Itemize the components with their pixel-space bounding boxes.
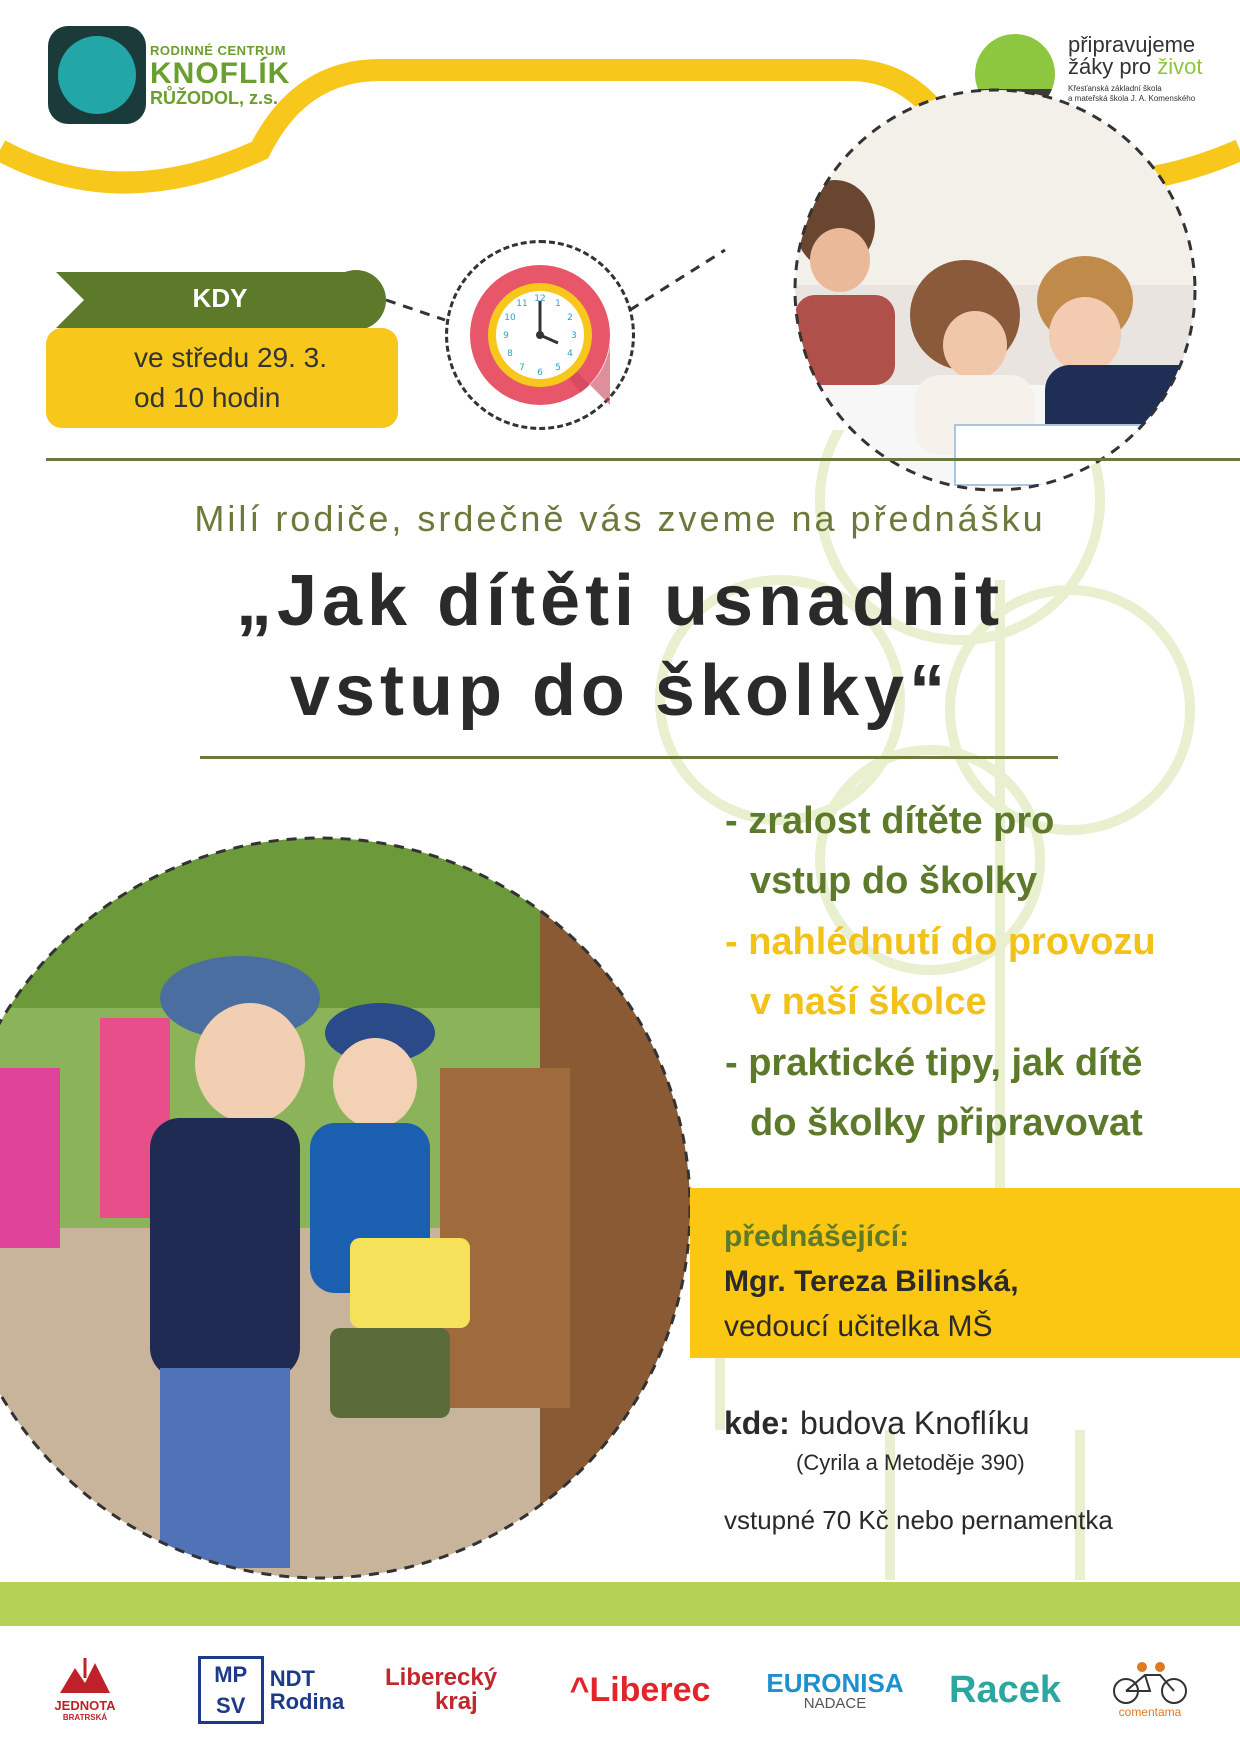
svg-text:9: 9 bbox=[503, 331, 509, 341]
lk-text-1: Liberecký bbox=[385, 1664, 498, 1691]
svg-text:2: 2 bbox=[567, 313, 573, 323]
svg-text:7: 7 bbox=[519, 363, 525, 373]
sponsor-liberecky-kraj-logo bbox=[385, 1650, 525, 1730]
speaker-name: Mgr. Tereza Bilinská, bbox=[724, 1265, 1019, 1298]
sponsor-comentama-logo bbox=[1095, 1650, 1205, 1730]
title-divider bbox=[200, 756, 1058, 759]
speaker-role: vedoucí učitelka MŠ bbox=[724, 1310, 993, 1343]
where-value: budova Knoflíku bbox=[800, 1405, 1030, 1441]
bullet-1-line-2: vstup do školky bbox=[750, 860, 1038, 902]
bullet-3-line-1: - praktické tipy, jak dítě bbox=[725, 1042, 1143, 1084]
mpsv-text-2: SV bbox=[216, 1693, 246, 1718]
school-logo-line-2a: žáky pro bbox=[1068, 54, 1158, 79]
kdy-date: ve středu 29. 3. bbox=[134, 342, 328, 373]
svg-text:11: 11 bbox=[516, 299, 528, 309]
svg-text:5: 5 bbox=[555, 363, 561, 373]
comentama-text: comentama bbox=[1118, 1705, 1182, 1719]
svg-text:8: 8 bbox=[507, 349, 513, 359]
jednota-text: JEDNOTA bbox=[54, 1698, 116, 1713]
svg-text:4: 4 bbox=[567, 349, 573, 359]
speaker-label: přednášející: bbox=[724, 1220, 910, 1253]
kdy-time: od 10 hodin bbox=[134, 382, 281, 413]
bullet-1-line-1: - zralost dítěte pro bbox=[725, 800, 1055, 842]
svg-text:12: 12 bbox=[534, 294, 546, 304]
children-playing-photo bbox=[0, 808, 700, 1598]
sponsor-liberec-logo: ^Liberec bbox=[569, 1670, 711, 1709]
sponsor-euronisa-logo bbox=[755, 1650, 915, 1730]
ndt-text-1: NDT bbox=[269, 1665, 315, 1691]
euronisa-sub-text: NADACE bbox=[803, 1694, 867, 1712]
entry-price: vstupné 70 Kč nebo pernamentka bbox=[724, 1505, 1113, 1535]
bullet-2-line-1: - nahlédnutí do provozu bbox=[725, 921, 1156, 963]
euronisa-text: EURONISA bbox=[766, 1667, 904, 1698]
kdy-label: KDY bbox=[192, 283, 248, 313]
svg-text:3: 3 bbox=[571, 331, 577, 341]
bullet-2-line-2: v naší školce bbox=[750, 981, 987, 1023]
footer-green-band bbox=[0, 1582, 1240, 1626]
top-divider bbox=[46, 458, 1240, 461]
bullet-3-line-2: do školky připravovat bbox=[750, 1102, 1143, 1144]
svg-text:6: 6 bbox=[537, 368, 543, 378]
where-label: kde: bbox=[724, 1405, 790, 1441]
mpsv-logo-icon bbox=[198, 1656, 264, 1724]
svg-text:10: 10 bbox=[504, 313, 516, 323]
sponsor-jednota-logo bbox=[40, 1650, 130, 1730]
lecture-title-line-1: „Jak dítěti usnadnit bbox=[235, 561, 1005, 641]
invitation-intro: Milí rodiče, srdečně vás zveme na přednášku bbox=[194, 498, 1046, 539]
jednota-emblem-icon bbox=[55, 1658, 115, 1698]
ndt-text-2: Rodina bbox=[269, 1689, 345, 1714]
sponsor-mpsv-ndt-logo bbox=[196, 1650, 346, 1730]
lk-text-2: kraj bbox=[435, 1688, 478, 1715]
school-logo-sub-2: a mateřská škola J. A. Komenského bbox=[1068, 93, 1196, 103]
sponsor-racek-logo: Racek bbox=[949, 1668, 1061, 1711]
logo-line-3: RŮŽODOL, z.s. bbox=[150, 88, 279, 109]
logo-line-1: RODINNÉ CENTRUM bbox=[150, 43, 287, 58]
school-logo-sub-1: Křesťanská základní škola bbox=[1068, 84, 1162, 93]
children-drawing-photo bbox=[725, 85, 1240, 495]
school-logo-line-2b: život bbox=[1157, 54, 1203, 79]
clock-icon bbox=[470, 265, 610, 405]
jednota-sub-text: BRATRSKÁ bbox=[62, 1713, 108, 1722]
where-address: (Cyrila a Metoděje 390) bbox=[796, 1450, 1025, 1475]
mpsv-text-1: MP bbox=[214, 1662, 248, 1687]
tandem-bike-icon bbox=[1110, 1661, 1190, 1705]
lecture-title-line-2: vstup do školky“ bbox=[289, 651, 951, 731]
logo-line-2: KNOFLÍK bbox=[150, 56, 291, 90]
school-logo-line-1: připravujeme bbox=[1068, 32, 1196, 57]
svg-text:1: 1 bbox=[555, 299, 561, 309]
